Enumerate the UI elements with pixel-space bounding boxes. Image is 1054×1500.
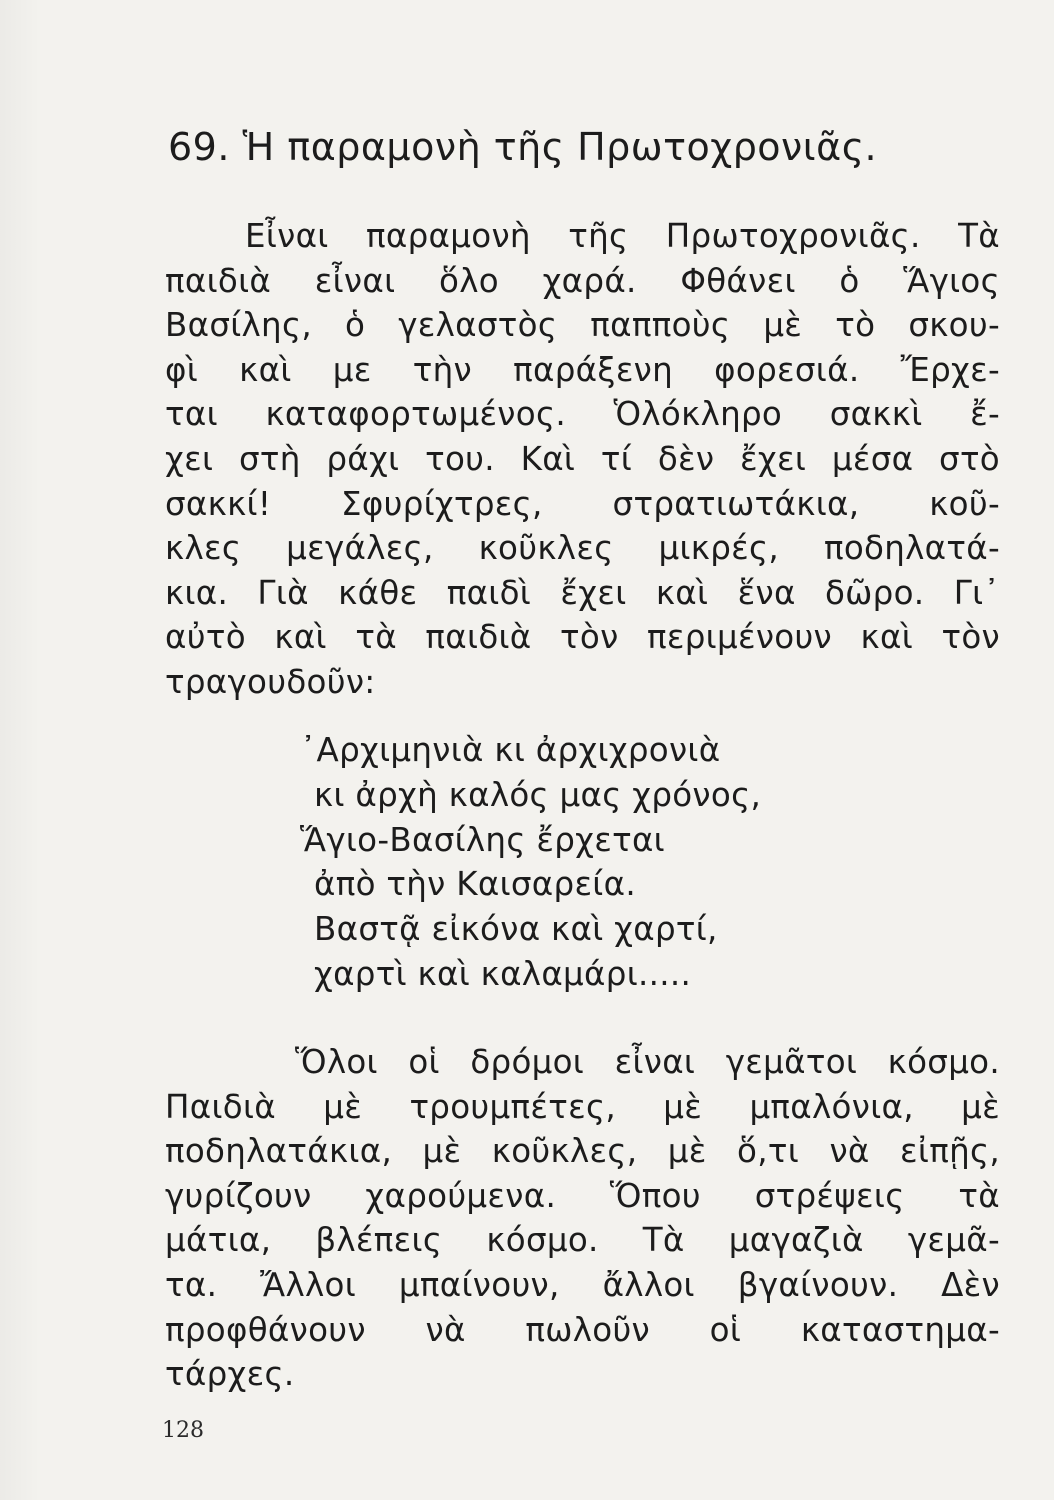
text-line: ποδηλατάκια, μὲ κοῦκλες, μὲ ὅ,τι νὰ εἰπῇς, <box>165 1132 1000 1171</box>
text-line: τραγουδοῦν: <box>165 662 376 701</box>
text-line: μάτια, βλέπεις κόσμο. Τὰ μαγαζιὰ γεμᾶ- <box>165 1221 1000 1260</box>
verse-line: κι ἀρχὴ καλός μας χρόνος, <box>314 775 762 814</box>
text-line: αὐτὸ καὶ τὰ παιδιὰ τὸν περιμένουν καὶ τὸν <box>165 618 1000 657</box>
verse-line: Βαστᾷ εἰκόνα καὶ χαρτί, <box>314 910 718 949</box>
text-line: Εἶναι παραμονὴ τῆς Πρωτοχρονιᾶς. Τὰ <box>245 217 1000 255</box>
text-line: παιδιὰ εἶναι ὅλο χαρά. Φθάνει ὁ Ἅγιος <box>165 261 1000 300</box>
text-line: σακκί! Σφυρίχτρες, στρατιωτάκια, κοῦ- <box>165 484 1000 523</box>
verse-line: Ἅγιο-Βασίλης ἔρχεται <box>300 820 665 859</box>
text-line: τάρχες. <box>165 1355 295 1394</box>
verse-line: χαρτὶ καὶ καλαμάρι..... <box>314 954 692 993</box>
text-line: γυρίζουν χαρούμενα. Ὅπου στρέψεις τὰ <box>165 1176 1000 1215</box>
text-line: προφθάνουν νὰ πωλοῦν οἱ καταστημα- <box>165 1310 1000 1349</box>
text-line: τα. Ἄλλοι μπαίνουν, ἄλλοι βγαίνουν. Δὲν <box>165 1265 1000 1304</box>
page-number: 128 <box>162 1418 204 1443</box>
text-line: φὶ καὶ με τὴν παράξενη φορεσιά. Ἔρχε- <box>165 350 1000 389</box>
verse-line: ἀπὸ τὴν Καισαρεία. <box>314 865 636 904</box>
text-line: Ὅλοι οἱ δρόμοι εἶναι γεμᾶτοι κόσμο. <box>295 1043 1000 1081</box>
text-line: Βασίλης, ὁ γελαστὸς παπποὺς μὲ τὸ σκου- <box>165 306 1000 345</box>
paragraph-streets <box>165 1040 1000 1397</box>
chapter-title: 69. Ἡ παραμονὴ τῆς Πρωτοχρονιᾶς. <box>168 125 878 169</box>
text-line: Παιδιὰ μὲ τρουμπέτες, μὲ μπαλόνια, μὲ <box>165 1087 1000 1126</box>
text-line: χει στὴ ράχι του. Καὶ τί δὲν ἔχει μέσα στὸ <box>165 439 1000 478</box>
paragraph-intro <box>165 214 1000 705</box>
song-verse <box>300 728 761 997</box>
text-line: ται καταφορτωμένος. Ὁλόκληρο σακκὶ ἔ- <box>165 395 1000 434</box>
verse-line: ᾽Αρχιμηνιὰ κι ἀρχιχρονιὰ <box>300 731 721 769</box>
text-line: κλες μεγάλες, κοῦκλες μικρές, ποδηλατά- <box>165 529 1000 568</box>
text-line: κια. Γιὰ κάθε παιδὶ ἔχει καὶ ἕνα δῶρο. Γι᾽ <box>165 573 1000 612</box>
